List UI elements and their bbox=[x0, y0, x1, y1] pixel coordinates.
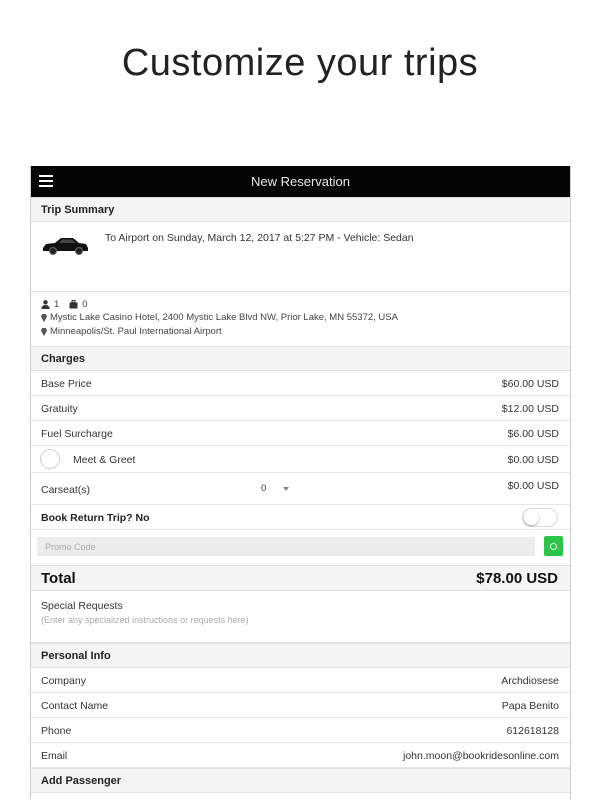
special-requests bbox=[31, 591, 570, 643]
gratuity-row bbox=[31, 396, 570, 421]
company-value: Archdiosese bbox=[501, 675, 559, 687]
screen-title: New Reservation bbox=[251, 174, 350, 189]
email-label: Email bbox=[41, 750, 68, 762]
pickup-location: Mystic Lake Casino Hotel, 2400 Mystic Lake Blvd NW, Prior Lake, MN 55372, USA bbox=[50, 312, 398, 323]
company-label: Company bbox=[41, 675, 86, 687]
app-screen bbox=[30, 166, 571, 800]
meet-greet-row bbox=[31, 446, 570, 473]
carseat-select[interactable] bbox=[259, 483, 299, 497]
promo-code-input[interactable] bbox=[37, 537, 535, 556]
top-bar bbox=[31, 166, 570, 197]
meet-greet-value: $0.00 USD bbox=[507, 454, 559, 466]
base-price-value: $60.00 USD bbox=[501, 378, 559, 390]
phone-value: 612618128 bbox=[506, 725, 559, 737]
contact-name-label: Contact Name bbox=[41, 700, 109, 712]
carseat-selected-value: 0 bbox=[261, 483, 267, 494]
fuel-surcharge-row bbox=[31, 421, 570, 446]
carseat-value: $0.00 USD bbox=[507, 480, 559, 492]
dropoff-location: Minneapolis/St. Paul International Airport bbox=[50, 326, 222, 337]
promo-row bbox=[31, 530, 570, 566]
base-price-row bbox=[31, 371, 570, 396]
carseat-row bbox=[31, 473, 570, 505]
check-circle-icon bbox=[550, 543, 557, 550]
charges-header: Charges bbox=[31, 346, 570, 371]
total-row bbox=[31, 566, 570, 591]
email-value: john.moon@bookridesonline.com bbox=[403, 750, 559, 762]
person-icon bbox=[41, 300, 50, 309]
gratuity-label: Gratuity bbox=[41, 403, 78, 415]
fuel-surcharge-value: $6.00 USD bbox=[507, 428, 559, 440]
base-price-label: Base Price bbox=[41, 378, 92, 390]
page-headline: Customize your trips bbox=[121, 42, 479, 84]
map-pin-icon bbox=[41, 328, 47, 336]
return-trip-label: Book Return Trip? No bbox=[41, 512, 150, 524]
trip-details bbox=[31, 292, 570, 346]
phone-row[interactable] bbox=[31, 718, 570, 743]
passenger-count: 1 bbox=[54, 299, 60, 310]
promo-apply-button[interactable] bbox=[544, 536, 563, 556]
fuel-surcharge-label: Fuel Surcharge bbox=[41, 428, 113, 440]
meet-greet-radio[interactable] bbox=[40, 449, 60, 469]
contact-name-row[interactable] bbox=[31, 693, 570, 718]
caret-down-icon bbox=[283, 487, 289, 491]
return-trip-toggle[interactable] bbox=[522, 508, 558, 527]
sedan-car-icon bbox=[41, 234, 89, 256]
trip-summary bbox=[31, 222, 570, 292]
luggage-count: 0 bbox=[82, 299, 88, 310]
phone-label: Phone bbox=[41, 725, 72, 737]
special-requests-input[interactable] bbox=[37, 613, 557, 637]
company-row[interactable] bbox=[31, 668, 570, 693]
return-trip-row bbox=[31, 505, 570, 530]
total-value: $78.00 USD bbox=[476, 570, 558, 587]
meet-greet-label: Meet & Greet bbox=[73, 454, 136, 466]
email-row[interactable] bbox=[31, 743, 570, 768]
gratuity-value: $12.00 USD bbox=[501, 403, 559, 415]
special-requests-label: Special Requests bbox=[41, 600, 123, 612]
trip-summary-header: Trip Summary bbox=[31, 197, 570, 222]
luggage-icon bbox=[69, 300, 78, 309]
carseat-label: Carseat(s) bbox=[41, 484, 91, 496]
contact-name-value: Papa Benito bbox=[501, 700, 559, 712]
personal-info-header: Personal Info bbox=[31, 643, 570, 668]
trip-description: To Airport on Sunday, March 12, 2017 at 5:27 PM - Vehicle: Sedan bbox=[105, 232, 414, 244]
map-pin-icon bbox=[41, 314, 47, 322]
add-passenger-header[interactable]: Add Passenger bbox=[31, 768, 570, 793]
total-label: Total bbox=[41, 570, 76, 587]
